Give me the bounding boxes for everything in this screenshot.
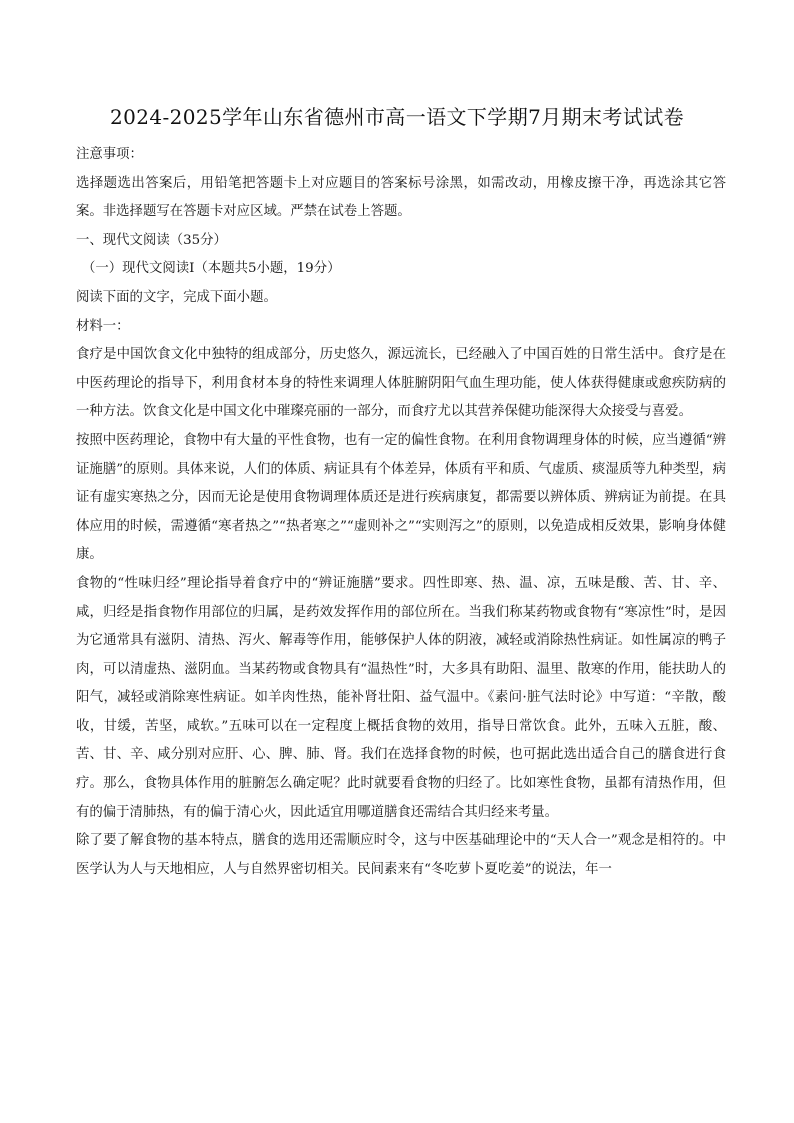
subsection-heading: （一）现代文阅读Ⅰ（本题共5小题，19分）: [82, 261, 341, 277]
paragraph-4: 除了要了解食物的基本特点，膳食的选用还需顺应时令，这与中医基础理论中的“天人合一”观念是相符的。中医学认为人与天地相应，人与自然界密切相关。民间素来有“冬吃萝卜夏吃姜”的说法，年一: [76, 833, 726, 877]
reading-instruction: 阅读下面的文字，完成下面小题。: [76, 289, 277, 305]
material-label: 材料一：: [76, 318, 130, 334]
paragraph-3: 食物的“性味归经”理论指导着食疗中的“辨证施膳”要求。四性即寒、热、温、凉，五味是酸、苦、甘、辛、咸，归经是指食物作用部位的归属，是药效发挥作用的部位所在。当我们称某药物或食物有“寒凉性”时，是因为它通常具有滋阴、清热、泻火、解毒等作用，能够保护人体的阴液，减轻或消除热性病证。如性属凉的鸭子肉，可以清虚热、滋阴血。当某药物或食物具有“温热性”时，大多具有助阳、温里、散寒的作用，能扶助人的阳气，减轻或消除寒性病证。如羊肉性热，能补肾壮阳、益气温中。《素问·脏气法时论》中写道：“辛散，酸收，甘缓，苦坚，咸软。”五味可以在一定程度上概括食物的效用，指导日常饮食。此外，五味入五脏，酸、苦、甘、辛、咸分别对应肝、心、脾、肺、肾。我们在选择食物的时候，也可据此选出适合自己的膳食进行食疗。那么，食物具体作用的脏腑怎么确定呢？此时就要看食物的归经了。比如寒性食物，虽都有清热作用，但有的偏于清肺热，有的偏于清心火，因此适宜用哪道膳食还需结合其归经来考量。: [76, 575, 726, 820]
notice-text: 选择题选出答案后，用铅笔把答题卡上对应题目的答案标号涂黑，如需改动，用橡皮擦干净，再选涂其它答案。非选择题写在答题卡对应区域。严禁在试卷上答题。: [76, 175, 726, 220]
section-heading: 一、现代文阅读（35分）: [76, 232, 227, 248]
paragraph-2: 按照中医药理论，食物中有大量的平性食物，也有一定的偏性食物。在利用食物调理身体的时候，应当遵循“辨证施膳”的原则。具体来说，人们的体质、病证具有个体差异，体质有平和质、气虚质、痰湿质等九种类型，病证有虚实寒热之分，因而无论是使用食物调理体质还是进行疾病康复，都需要以辨体质、辨病证为前提。在具体应用的时候，需遵循“寒者热之”“热者寒之”“虚则补之”“实则泻之”的原则，以免造成相反效果，影响身体健康。: [76, 432, 726, 563]
notice-heading: 注意事项：: [76, 147, 143, 162]
document-title: 2024-2025学年山东省德州市高一语文下学期7月期末考试试卷: [109, 105, 685, 129]
paragraph-1: 食疗是中国饮食文化中独特的组成部分，历史悠久，源远流长，已经融入了中国百姓的日常生活中。食疗是在中医药理论的指导下，利用食材本身的特性来调理人体脏腑阴阳气血生理功能，使人体获得健康或愈疾防病的一种方法。饮食文化是中国文化中璀璨亮丽的一部分，而食疗尤以其营养保健功能深得大众接受与喜爱。: [76, 347, 726, 420]
document-body: [76, 141, 726, 884]
